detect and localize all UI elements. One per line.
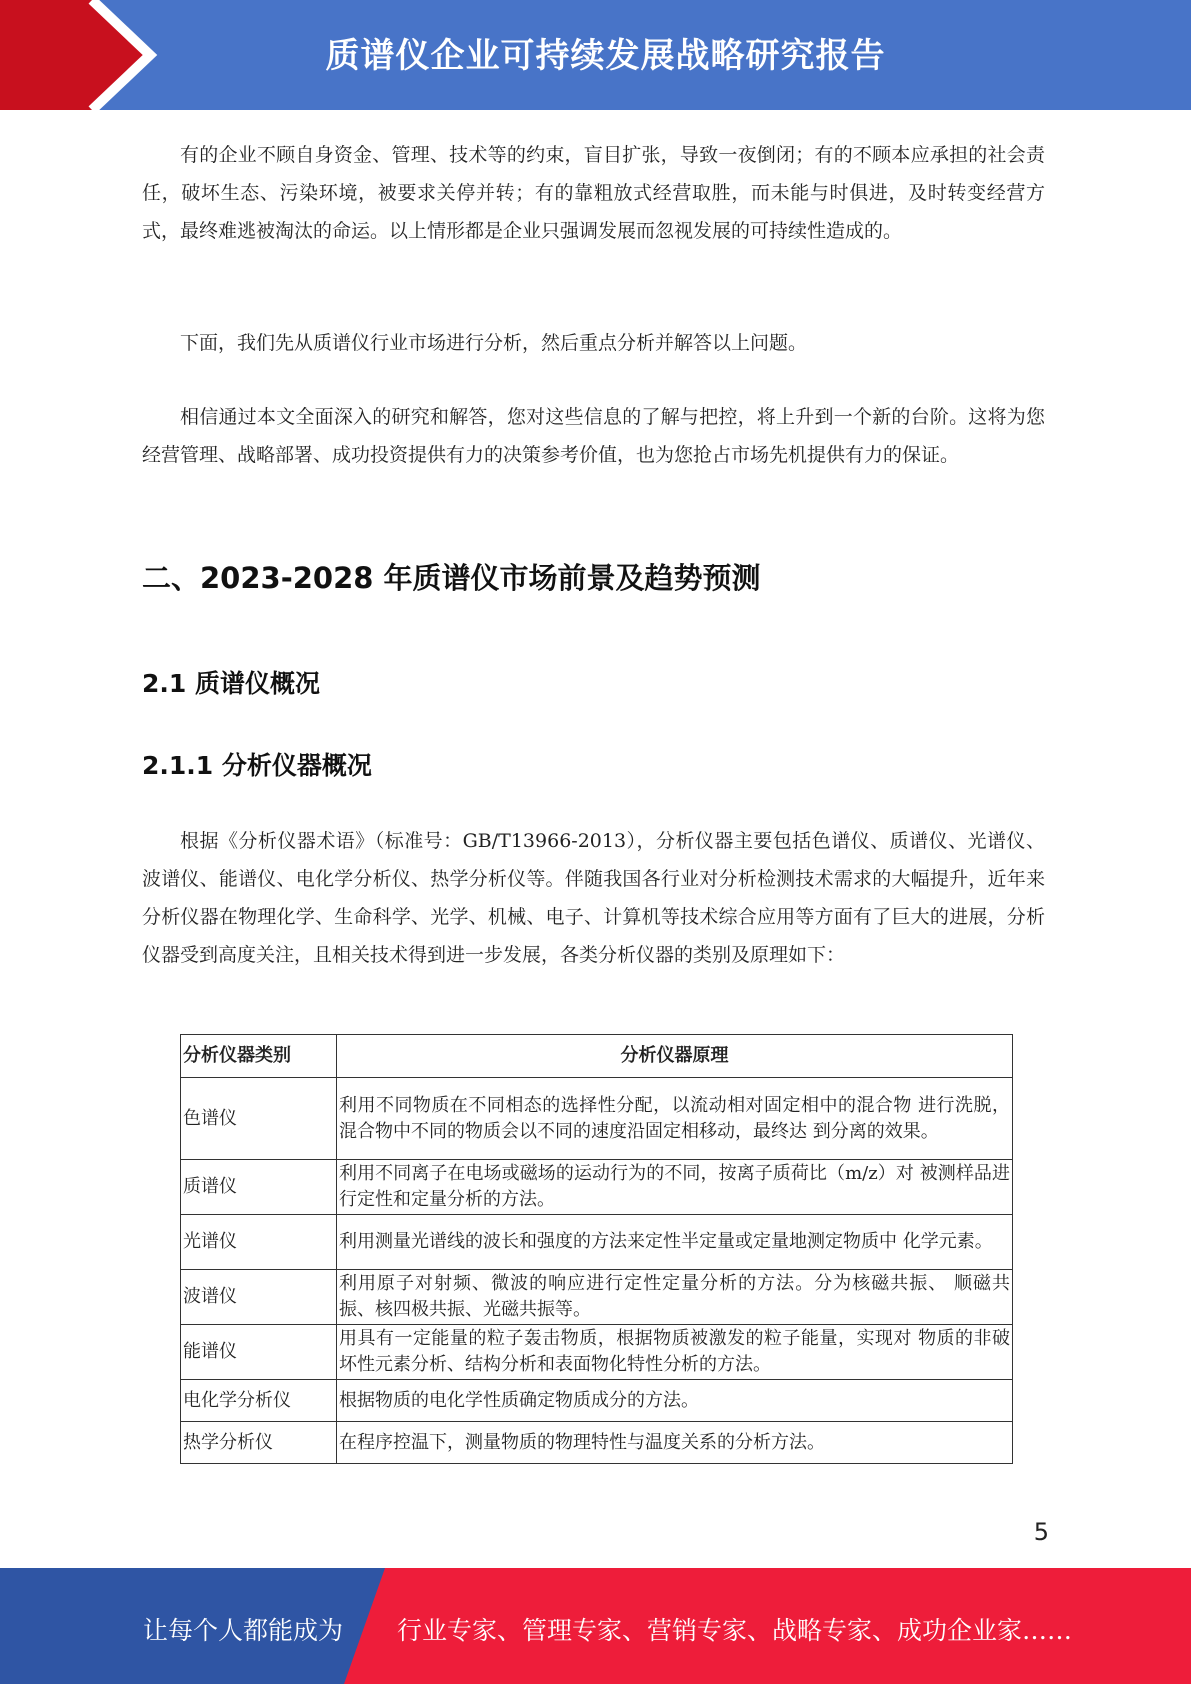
table-cell-category: 质谱仪 (181, 1160, 337, 1215)
table-cell-principle: 利用不同离子在电场或磁场的运动行为的不同，按离子质荷比（m/z）对 被测样品进行定性和定量分析的方法。 (337, 1160, 1013, 1215)
table-cell-category: 能谱仪 (181, 1325, 337, 1380)
section-heading: 二、2023-2028 年质谱仪市场前景及趋势预测 (142, 561, 761, 595)
table-cell-principle: 利用不同物质在不同相态的选择性分配，以流动相对固定相中的混合物 进行洗脱，混合物中不同的物质会以不同的速度沿固定相移动，最终达 到分离的效果。 (337, 1078, 1013, 1160)
report-title: 质谱仪企业可持续发展战略研究报告 (325, 36, 886, 76)
instrument-table (180, 1034, 1013, 1464)
table-header-row (181, 1035, 1013, 1078)
footer-slogan-right: 行业专家、管理专家、营销专家、战略专家、成功企业家…… (397, 1616, 1073, 1645)
table-cell-category: 电化学分析仪 (181, 1380, 337, 1422)
table-row (181, 1325, 1013, 1380)
subsection-heading: 2.1 质谱仪概况 (142, 669, 320, 698)
header-bar (0, 0, 1191, 110)
table-cell-category: 波谱仪 (181, 1270, 337, 1325)
page-number: 5 (1033, 1518, 1049, 1546)
table-cell-category: 色谱仪 (181, 1078, 337, 1160)
intro-paragraph: 根据《分析仪器术语》（标准号：GB/T13966-2013），分析仪器主要包括色谱仪、质谱仪、光谱仪、波谱仪、能谱仪、电化学分析仪、热学分析仪等。伴随我国各行业对分析检测技术需求的大幅提升，近年来分析仪器在物理化学、生命科学、光学、机械、电子、计算机等技术综合应用等方面有了巨大的进展，分析仪器受到高度关注，且相关技术得到进一步发展，各类分析仪器的类别及原理如下： (142, 830, 1045, 966)
table-row (181, 1215, 1013, 1270)
subsubsection-heading: 2.1.1 分析仪器概况 (142, 751, 372, 780)
table-row (181, 1380, 1013, 1422)
paragraph-2: 下面，我们先从质谱仪行业市场进行分析，然后重点分析并解答以上问题。 (180, 332, 808, 354)
table-row (181, 1270, 1013, 1325)
paragraph-1: 有的企业不顾自身资金、管理、技术等的约束，盲目扩张，导致一夜倒闭；有的不顾本应承担的社会责任，破坏生态、污染环境，被要求关停并转；有的靠粗放式经营取胜，而未能与时俱进，及时转变经营方式，最终难逃被淘汰的命运。以上情形都是企业只强调发展而忽视发展的可持续性造成的。 (142, 144, 1045, 242)
table-cell-category: 热学分析仪 (181, 1422, 337, 1464)
table-cell-principle: 利用测量光谱线的波长和强度的方法来定性半定量或定量地测定物质中 化学元素。 (337, 1215, 1013, 1270)
table-cell-category: 光谱仪 (181, 1215, 337, 1270)
table-row (181, 1422, 1013, 1464)
table-row (181, 1160, 1013, 1215)
table-cell-principle: 根据物质的电化学性质确定物质成分的方法。 (337, 1380, 1013, 1422)
table-row (181, 1078, 1013, 1160)
table-header-category: 分析仪器类别 (181, 1035, 337, 1078)
footer-bar (0, 1568, 1191, 1684)
paragraph-3: 相信通过本文全面深入的研究和解答，您对这些信息的了解与把控，将上升到一个新的台阶。这将为您经营管理、战略部署、成功投资提供有力的决策参考价值，也为您抢占市场先机提供有力的保证。 (142, 406, 1045, 466)
footer-slogan-left: 让每个人都能成为 (143, 1616, 344, 1645)
table-cell-principle: 用具有一定能量的粒子轰击物质，根据物质被激发的粒子能量，实现对 物质的非破坏性元素分析、结构分析和表面物化特性分析的方法。 (337, 1325, 1013, 1380)
table-cell-principle: 在程序控温下，测量物质的物理特性与温度关系的分析方法。 (337, 1422, 1013, 1464)
table-header-principle: 分析仪器原理 (337, 1035, 1013, 1078)
table-cell-principle: 利用原子对射频、微波的响应进行定性定量分析的方法。分为核磁共振、 顺磁共振、核四极共振、光磁共振等。 (337, 1270, 1013, 1325)
